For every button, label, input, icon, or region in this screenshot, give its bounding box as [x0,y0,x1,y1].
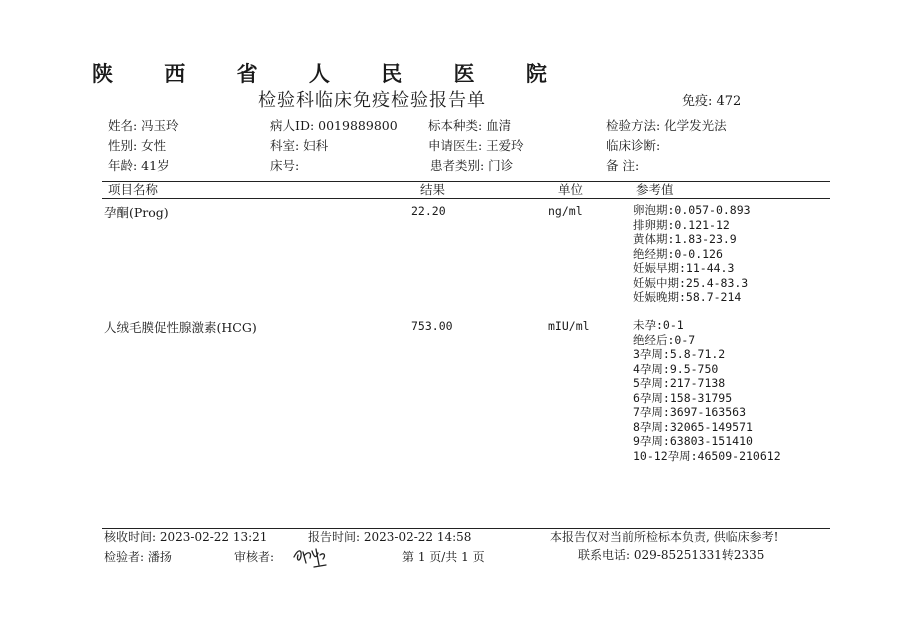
remarks: 备 注: [606,158,640,173]
reference-item: 妊娠早期:11-44.3 [633,261,735,275]
reference-item: 妊娠中期:25.4-83.3 [633,275,749,290]
test-name-prog: 孕酮(Prog) [104,205,169,220]
reference-item: 9孕周:63803-151410 [633,434,753,448]
col-header-item: 项目名称 [108,182,159,197]
disclaimer: 本报告仅对当前所检标本负责, 供临床参考! [550,530,779,544]
page-indicator: 第 1 页/共 1 页 [402,550,485,564]
reference-list-hcg [633,318,781,463]
department: 科室: 妇科 [270,138,329,153]
reviewer-signature [292,543,330,569]
requesting-doctor: 申请医生: 王爱玲 [428,138,524,153]
inspector: 检验者: 潘扬 [104,550,172,564]
reference-list-prog [633,203,751,305]
col-header-reference: 参考值 [636,182,674,197]
hospital-name: 陕 西 省 人 民 医 院 [92,61,569,86]
table-header-rule [102,198,830,199]
reference-item: 妊娠晚期:58.7-214 [633,290,742,304]
test-method: 检验方法: 化学发光法 [606,118,727,133]
test-name-hcg: 人绒毛膜促性腺激素(HCG) [104,320,257,335]
patient-sex: 性别: 女性 [108,138,167,153]
report-time: 报告时间: 2023-02-22 14:58 [308,530,472,544]
reference-item: 3孕周:5.8-71.2 [633,347,726,361]
reference-item: 4孕周:9.5-750 [633,361,719,376]
reference-item: 绝经期:0-0.126 [633,246,723,261]
patient-name: 姓名: 冯玉玲 [108,118,179,133]
patient-age: 年龄: 41岁 [108,158,170,173]
reference-item: 8孕周:32065-149571 [633,419,753,434]
report-code: 免疫: 472 [682,94,742,109]
result-hcg: 753.00 [411,319,453,333]
clinical-diagnosis: 临床诊断: [606,138,661,153]
unit-prog: ng/ml [548,204,583,218]
col-header-result: 结果 [420,182,446,197]
reference-item: 6孕周:158-31795 [633,390,733,405]
unit-hcg: mIU/ml [548,319,590,333]
reference-item: 7孕周:3697-163563 [633,405,747,419]
reference-item: 卵泡期:0.057-0.893 [633,203,751,217]
reviewer-label: 审核者: [234,550,275,564]
col-header-unit: 单位 [558,182,584,197]
reference-item: 排卵期:0.121-12 [633,217,730,232]
specimen-type: 标本种类: 血清 [428,118,512,133]
reference-item: 10-12孕周:46509-210612 [633,448,781,463]
result-prog: 22.20 [411,204,446,218]
reference-item: 绝经后:0-7 [633,332,696,347]
bed-number: 床号: [270,158,300,173]
patient-id: 病人ID: 0019889800 [270,118,398,133]
reference-item: 未孕:0-1 [633,318,684,332]
contact-phone: 联系电话: 029-85251331转2335 [578,548,765,562]
table-top-rule [102,181,830,182]
reference-item: 黄体期:1.83-23.9 [633,232,737,246]
patient-category: 患者类别: 门诊 [430,158,514,173]
received-time: 核收时间: 2023-02-22 13:21 [104,530,268,544]
report-title: 检验科临床免疫检验报告单 [258,90,486,111]
reference-item: 5孕周:217-7138 [633,376,726,390]
